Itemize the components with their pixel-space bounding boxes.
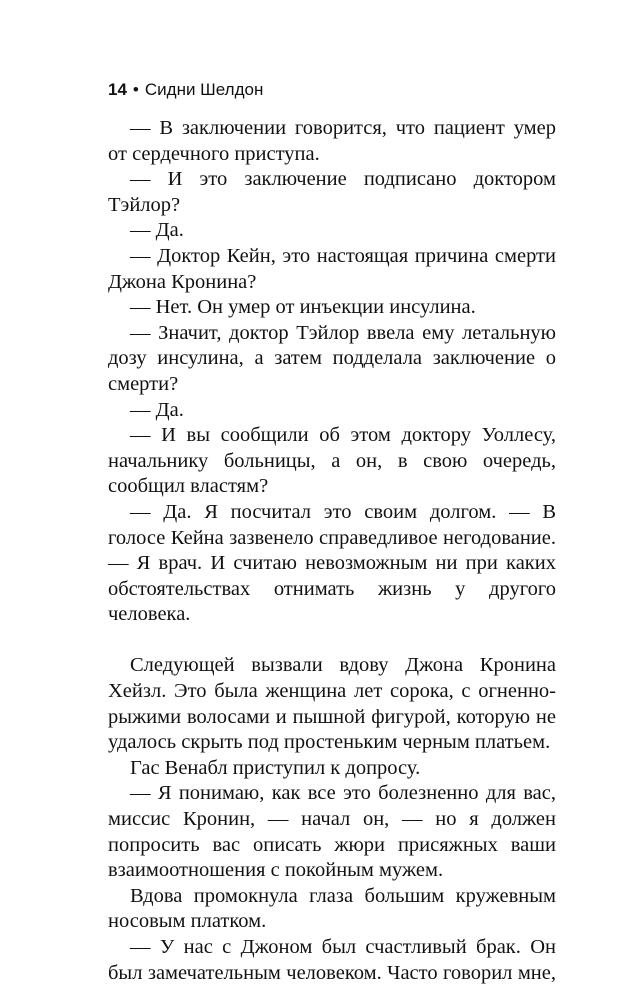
paragraph: Гас Венабл приступил к допросу.	[130, 756, 421, 779]
header-author: Сидни Шелдон	[144, 80, 264, 99]
paragraph: — Да.	[130, 398, 184, 421]
paragraph: — Я понимаю, как все это болезненно для вас, миссис Кронин, — начал он, — но я должен попросить вас описать жюри присяжных ваши взаимоотношения с покойным мужем.	[108, 782, 556, 882]
paragraph: — И это заключение подписано доктором Тэйлор?	[108, 168, 556, 216]
paragraph: — У нас с Джоном был счастливый брак. Он был замечательным человеком. Часто говорил мне,	[108, 936, 556, 984]
page-body	[108, 116, 556, 986]
paragraph: Вдова промокнула глаза большим кружевным носовым платком.	[108, 884, 556, 933]
paragraph: — В заключении говорится, что пациент умер от сердечного приступа.	[108, 117, 556, 165]
paragraph: Следующей вызвали вдову Джона Кронина Хейзл. Это была женщина лет сорока, с огненно-рыжими волосами и пышной фигурой, которую не удалось скрыть под простеньким черным платьем.	[108, 654, 556, 754]
running-header	[108, 80, 263, 100]
paragraph: — Значит, доктор Тэйлор ввела ему летальную дозу инсулина, а затем подделала заключение о смерти?	[108, 321, 556, 395]
paragraph: — Доктор Кейн, это настоящая причина смерти Джона Кронина?	[108, 244, 556, 293]
paragraph: — Да.	[130, 219, 184, 242]
page-number: 14	[108, 80, 127, 99]
header-bullet: •	[132, 80, 139, 99]
paragraph: — Нет. Он умер от инъекции инсулина.	[130, 296, 476, 319]
paragraph: — И вы сообщили об этом доктору Уоллесу, начальнику больницы, а он, в свою очередь, сообщил властям?	[108, 424, 556, 498]
paragraph: — Да. Я посчитал это своим долгом. — В голосе Кейна зазвенело справедливое негодование. — Я врач. И считаю невозможным ни при каких обстоятельствах отнимать жизнь у другого человека.	[108, 500, 556, 626]
